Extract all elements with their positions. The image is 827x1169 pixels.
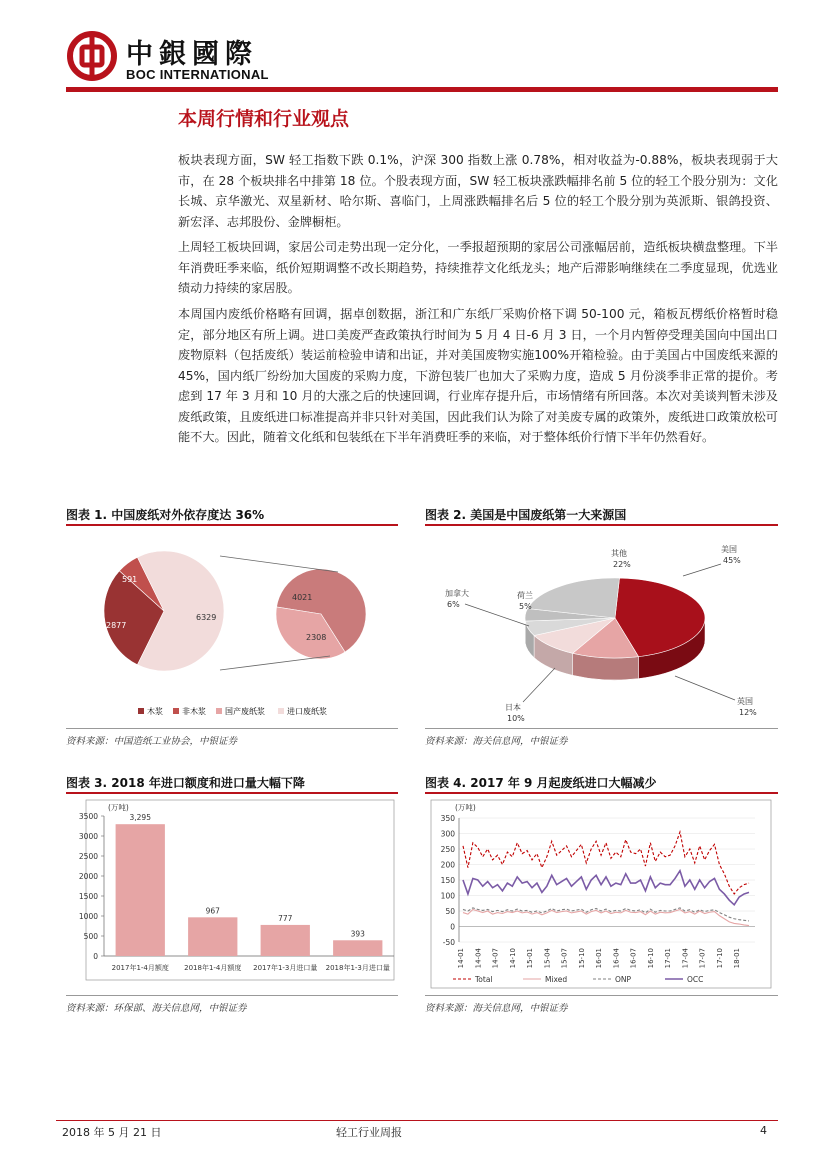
fig4-legend-label: Total	[475, 975, 493, 984]
fig3-data-label: 393	[350, 929, 365, 939]
fig1-source: 资料来源：中国造纸工业协会，中银证券	[66, 736, 238, 747]
fig2-slice-name: 加拿大	[445, 589, 469, 598]
fig2-slice-name: 其他	[611, 549, 627, 558]
logo-english-name: BOC INTERNATIONAL	[126, 67, 269, 82]
fig1-bottom-rule	[66, 728, 398, 729]
fig3-unit-label: (万吨)	[108, 803, 129, 812]
fig3-ytick-label: 3500	[78, 812, 98, 821]
fig1-connector-top	[220, 556, 338, 572]
footer-date: 2018 年 5 月 21 日	[62, 1126, 162, 1139]
fig3-chart	[66, 796, 398, 992]
fig1-label-wood: 2877	[106, 621, 127, 630]
fig2-3d-pie	[525, 578, 705, 680]
fig4-xtick-label: 16-07	[629, 948, 638, 969]
fig1-legend-swatch	[216, 708, 222, 714]
fig4-xtick-label: 15-04	[543, 948, 552, 969]
fig3-data-label: 3,295	[129, 813, 151, 823]
fig3-ytick-label: 2000	[78, 872, 98, 881]
section-title: 本周行情和行业观点	[178, 108, 350, 130]
fig4-xtick-label: 15-07	[560, 948, 569, 969]
fig1-legend-label: 非木浆	[182, 707, 206, 716]
fig3-ytick-label: 3000	[78, 832, 98, 841]
fig4-ytick-label: 300	[440, 829, 455, 839]
fig1-legend-swatch	[138, 708, 144, 714]
boc-logo-icon	[66, 30, 118, 82]
footer-rule	[56, 1120, 778, 1121]
fig1-legend-label: 木浆	[147, 707, 163, 716]
fig3-category-label: 2017年1-4月额度	[111, 964, 169, 972]
fig4-chart	[425, 796, 778, 992]
fig4-unit-label: (万吨)	[455, 803, 476, 812]
fig4-legend-label: ONP	[615, 975, 632, 984]
fig3-ytick-label: 0	[93, 952, 98, 961]
fig2-slice-pct: 10%	[507, 714, 525, 723]
fig4-ytick-label: -50	[442, 938, 455, 947]
fig3-ytick-label: 2500	[78, 852, 98, 861]
fig3-title: 图表 3. 2018 年进口额度和进口量大幅下降	[66, 776, 305, 790]
fig1-legend-swatch	[278, 708, 284, 714]
fig3-bottom-rule	[66, 995, 398, 996]
fig2-bottom-rule	[425, 728, 778, 729]
fig4-xtick-label: 16-04	[612, 948, 621, 969]
fig3-category-label: 2018年1-4月额度	[184, 964, 242, 972]
fig2-title: 图表 2. 美国是中国废纸第一大来源国	[425, 508, 627, 522]
fig3-bar	[261, 925, 310, 956]
fig2-slice-pct: 22%	[613, 560, 631, 569]
fig2-leader	[675, 676, 735, 700]
paragraph-sector-outlook: 上周轻工板块回调，家居公司走势出现一定分化，一季报超预期的家居公司涨幅居前，造纸板块横盘整理。下半年消费旺季来临，纸价短期调整不改长期趋势，持续推荐文化纸龙头；地产后滞影响继续在二季度显现，优选业绩动力持续的家居股。	[178, 240, 778, 295]
fig4-top-rule	[425, 792, 778, 794]
fig3-category-label: 2018年1-3月进口量	[325, 964, 390, 972]
fig4-ytick-label: 350	[440, 814, 455, 823]
fig3-bar	[188, 917, 237, 956]
fig4-ytick-label: 100	[440, 891, 455, 901]
fig4-xtick-label: 17-07	[698, 948, 707, 969]
fig4-ytick-label: 200	[440, 860, 455, 870]
fig2-chart	[425, 528, 778, 728]
fig4-legend-label: Mixed	[545, 975, 568, 984]
fig3-bar	[116, 824, 165, 956]
fig2-slice-pct: 45%	[723, 556, 741, 565]
footer-report-name: 轻工行业周报	[336, 1126, 402, 1139]
fig1-legend	[138, 706, 327, 716]
fig4-line-plot	[431, 800, 771, 988]
fig4-ytick-label: 0	[450, 922, 455, 932]
fig4-title: 图表 4. 2017 年 9 月起废纸进口大幅减少	[425, 776, 657, 790]
fig4-xtick-label: 15-10	[577, 948, 586, 969]
fig4-xtick-label: 17-01	[664, 948, 673, 969]
fig3-bar	[333, 940, 382, 956]
fig4-xtick-label: 16-01	[595, 948, 604, 969]
fig4-xtick-label: 16-10	[646, 948, 655, 969]
fig2-leader	[523, 668, 555, 702]
fig3-bar-plot	[79, 800, 394, 980]
fig4-xtick-label: 17-04	[681, 948, 690, 969]
fig3-ytick-label: 1500	[78, 892, 98, 901]
fig4-legend-label: OCC	[687, 975, 704, 984]
fig4-xtick-label: 14-04	[474, 948, 483, 969]
fig2-slice-name: 美国	[721, 545, 737, 554]
fig1-sub-pie	[276, 569, 366, 659]
fig1-legend-label: 进口废纸浆	[287, 707, 327, 716]
fig1-main-pie	[104, 551, 224, 671]
fig2-top-rule	[425, 524, 778, 526]
fig4-xtick-label: 17-10	[715, 948, 724, 969]
fig1-legend-swatch	[173, 708, 179, 714]
fig3-ytick-label: 500	[83, 932, 98, 941]
fig1-title: 图表 1. 中国废纸对外依存度达 36%	[66, 508, 265, 522]
fig3-ytick-label: 1000	[78, 912, 98, 921]
fig3-data-label: 967	[205, 906, 220, 916]
fig4-xtick-label: 14-01	[457, 948, 465, 969]
fig1-label-imported: 2308	[306, 633, 327, 642]
fig2-leader	[683, 564, 721, 576]
fig4-xtick-label: 14-07	[491, 948, 500, 969]
fig2-slice-pct: 5%	[519, 602, 532, 611]
paragraph-sector-performance: 板块表现方面，SW 轻工指数下跌 0.1%，沪深 300 指数上涨 0.78%，相对收益为-0.88%，板块表现弱于大市，在 28 个板块排名中排第 18 位。个股表现方面，SW 轻工板块涨跌幅排名前 5 位的轻工个股分别为：文化长城、京华激光、双星新材、哈尔斯、喜临门，上周涨跌幅排名后 5 位的轻工个股分别为英派斯、银鸽投资、新宏泽、志邦股份、金牌橱柜。	[178, 153, 778, 229]
fig1-label-non-wood: 591	[122, 575, 138, 584]
fig2-slice-name: 日本	[505, 703, 521, 712]
fig2-slice-pct: 12%	[739, 708, 757, 717]
fig4-ytick-label: 250	[440, 845, 455, 854]
fig4-xtick-label: 18-01	[733, 948, 742, 969]
fig3-category-label: 2017年1-3月进口量	[253, 964, 318, 972]
fig1-legend-label: 国产废纸浆	[225, 707, 265, 716]
fig4-xtick-label: 15-01	[526, 948, 535, 969]
fig4-source: 资料来源：海关信息网，中银证券	[425, 1003, 568, 1014]
fig2-source: 资料来源：海关信息网，中银证券	[425, 736, 568, 747]
fig4-bottom-rule	[425, 995, 778, 996]
header-rule	[66, 87, 778, 92]
fig4-series-occ	[463, 871, 749, 905]
fig3-top-rule	[66, 792, 398, 794]
fig2-slice-name: 英国	[737, 697, 753, 706]
fig2-slice-pct: 6%	[447, 600, 460, 609]
fig4-series-mixed	[463, 909, 749, 925]
paragraph-waste-paper: 本周国内废纸价格略有回调，据卓创数据，浙江和广东纸厂采购价格下调 50-100 元，箱板瓦楞纸价格暂时稳定，部分地区有所上调。进口美废严查政策执行时间为 5 月 4 日-6 月 3 日，一个月内暂停受理美国向中国出口废物原料（包括废纸）装运前检验申请和出证，并对美国废物实施100%开箱检验。由于美国占中国废纸来源的 45%，国内纸厂纷纷加大国废的采购力度，下游包装厂也加大了采购力度，造成 5 月份淡季非正常的提价。考虑到 17 年 3 月和 10 月的大涨之后的快速回调，行业库存提升后，市场情绪有所回落。本次对美谈判暂未涉及废纸政策，且废纸进口标准提高并非只针对美国，因此我们认为除了对美废专属的政策外，废纸进口政策放松可能不大。因此，随着文化纸和包装纸在下半年消费旺季的来临，对于整体纸价行情下半年仍然看好。	[178, 307, 778, 444]
fig2-slice-name: 荷兰	[517, 591, 533, 600]
fig4-xtick-label: 14-10	[508, 948, 517, 969]
fig1-top-rule	[66, 524, 398, 526]
fig4-series-onp	[463, 908, 749, 921]
fig3-source: 资料来源：环保部、海关信息网，中银证券	[66, 1003, 247, 1014]
fig1-connector-bottom	[220, 656, 330, 670]
fig1-label-waste: 6329	[196, 613, 217, 622]
fig4-ytick-label: 150	[440, 876, 455, 885]
footer-page-number: 4	[760, 1124, 767, 1137]
fig1-label-domestic: 4021	[292, 593, 313, 602]
fig1-chart	[66, 528, 398, 728]
logo-chinese-name: 中銀國際	[126, 39, 258, 70]
fig3-data-label: 777	[278, 913, 293, 923]
fig4-ytick-label: 50	[445, 907, 455, 916]
